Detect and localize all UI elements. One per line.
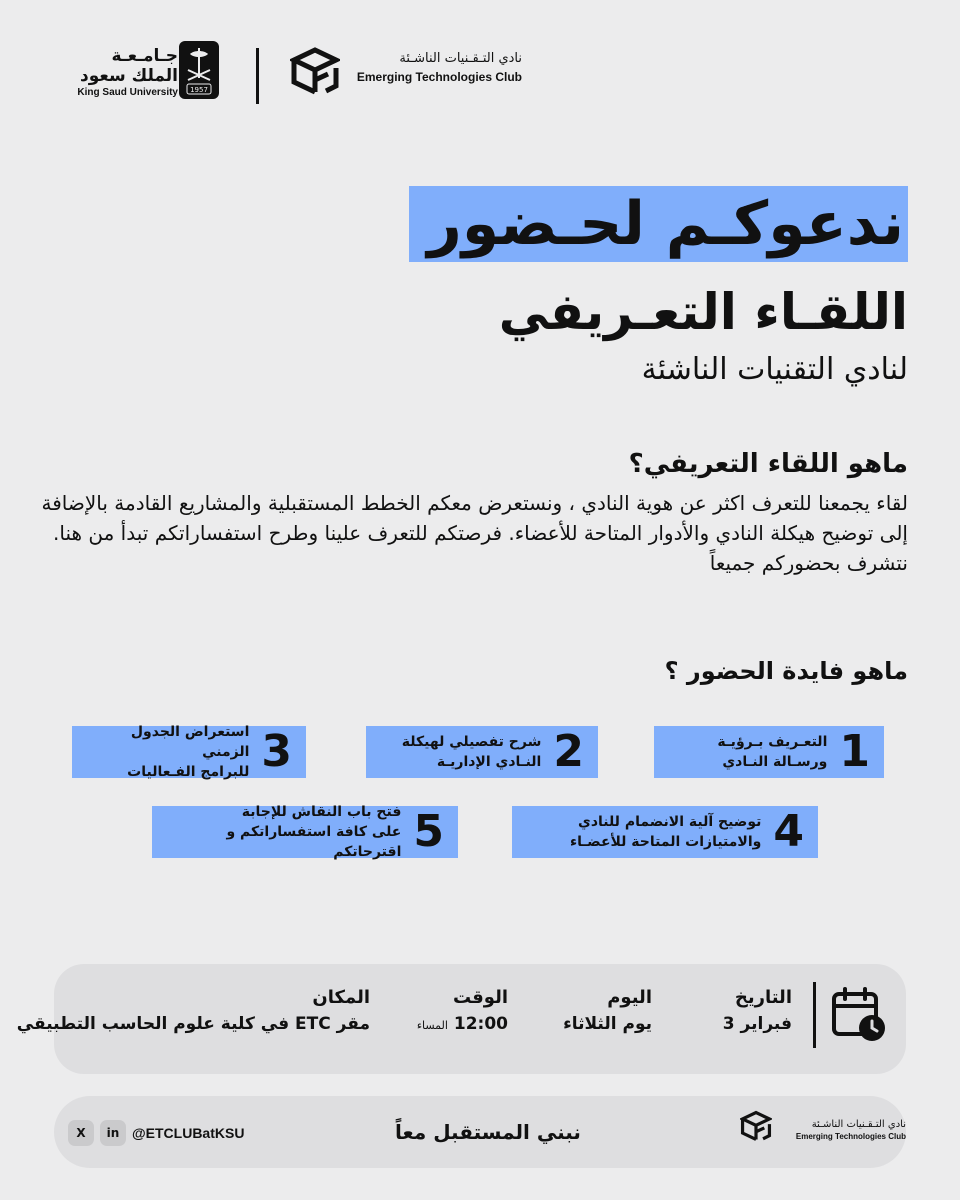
details-divider: [813, 982, 816, 1048]
slogan: نبني المستقبل معاً: [395, 1120, 581, 1144]
footer-club-name-ar: نادي التـقـنيات الناشـئة: [811, 1119, 906, 1130]
header-divider: [256, 48, 259, 104]
benefit-text-line1: فتح باب النقاش للإجابة: [241, 804, 402, 820]
time-value: 12:00: [453, 1014, 508, 1034]
benefit-text-line1: توضيح آلية الانضمام للنادي: [577, 814, 762, 830]
footer-club-name-en: Emerging Technologies Club: [795, 1132, 906, 1141]
date-label: التاريخ: [734, 987, 792, 1008]
place-value: مقر ETC في كلية علوم الحاسب التطبيقي: [16, 1014, 370, 1034]
benefit-text-line2: للبرامج الفـعاليات: [127, 764, 250, 780]
benefit-text-line2: النـادي الإداريـة: [436, 754, 542, 770]
ksu-name-ar-line1: جـامـعـة: [111, 46, 178, 66]
benefit-number: 2: [553, 726, 584, 777]
benefit-card-4: [512, 806, 818, 858]
event-description: لقاء يجمعنا للتعرف اكثر عن هوية النادي ، ونستعرض معكم الخطط المستقبلية والمشاريع القادمة بالإضافة إلى توضيح هيكلة النادي والأدوار المتاحة للأعضاء. فرصتكم للتعرف علينا وطرح استفساراتكم تبدأ من هنا. نتشرف بحضوركم جميعاً: [41, 491, 908, 575]
club-name-ar: نادي التـقـنيات الناشـئة: [399, 51, 522, 66]
etc-logo-icon: [290, 46, 340, 96]
club-name-en: Emerging Technologies Club: [356, 70, 522, 84]
headline-club: لنادي التقنيات الناشئة: [641, 352, 908, 387]
time-label: الوقت: [452, 987, 508, 1008]
benefit-card-3: [72, 726, 306, 778]
benefit-number: 5: [413, 806, 444, 857]
benefit-card-2: [366, 726, 598, 778]
social-handle[interactable]: @ETCLUBatKSU: [132, 1125, 245, 1141]
day-label: اليوم: [607, 987, 652, 1008]
day-value: يوم الثلاثاء: [563, 1014, 652, 1034]
calendar-clock-icon: [830, 986, 888, 1044]
time-suffix: المساء: [416, 1019, 448, 1032]
benefit-text-line1: التعـريف بـرؤيـة: [717, 734, 828, 750]
headline-event: اللقـاء التعـريفي: [498, 283, 908, 341]
detail-day: [563, 986, 652, 1038]
etc-logo-footer: [740, 1110, 906, 1146]
benefit-text-line1: استعراض الجدول الزمني: [130, 724, 250, 760]
place-label: المكان: [312, 987, 370, 1008]
headline-invite: ندعوكـم لحـضور: [409, 186, 908, 262]
benefit-number: 4: [773, 806, 804, 857]
ksu-seal-icon: [178, 40, 220, 100]
benefit-text-line2: والامتيازات المتاحة للأعضـاء: [569, 834, 762, 850]
detail-date: [723, 986, 792, 1038]
section-heading-benefits: ماهو فايدة الحضور ؟: [664, 657, 908, 685]
detail-place: [17, 986, 370, 1038]
etc-logo-icon: [740, 1110, 772, 1142]
event-details-bar: [16, 964, 906, 1074]
benefit-text-line2: على كافة استفساراتكم و اقترحاتكم: [226, 824, 402, 860]
date-value: فبراير 3: [722, 1014, 792, 1034]
ksu-logo: [60, 40, 220, 104]
benefit-number: 1: [839, 726, 870, 777]
footer-bar: [54, 1096, 906, 1168]
benefit-card-5: [152, 806, 458, 858]
linkedin-icon[interactable]: in: [100, 1120, 126, 1146]
benefit-text-line2: ورسـالة النـادي: [722, 754, 828, 770]
ksu-name-ar-line2: الملك سعود: [80, 66, 178, 86]
benefit-text-line1: شرح تفصيلي لهيكلة: [401, 734, 542, 750]
x-icon[interactable]: X: [68, 1120, 94, 1146]
section-heading-what: ماهو اللقاء التعريفي؟: [628, 449, 908, 479]
benefit-number: 3: [261, 726, 292, 777]
ksu-seal-year: 1957: [190, 86, 208, 94]
detail-time: [417, 986, 508, 1040]
benefit-card-1: [654, 726, 884, 778]
ksu-name-en: King Saud University: [77, 87, 178, 98]
